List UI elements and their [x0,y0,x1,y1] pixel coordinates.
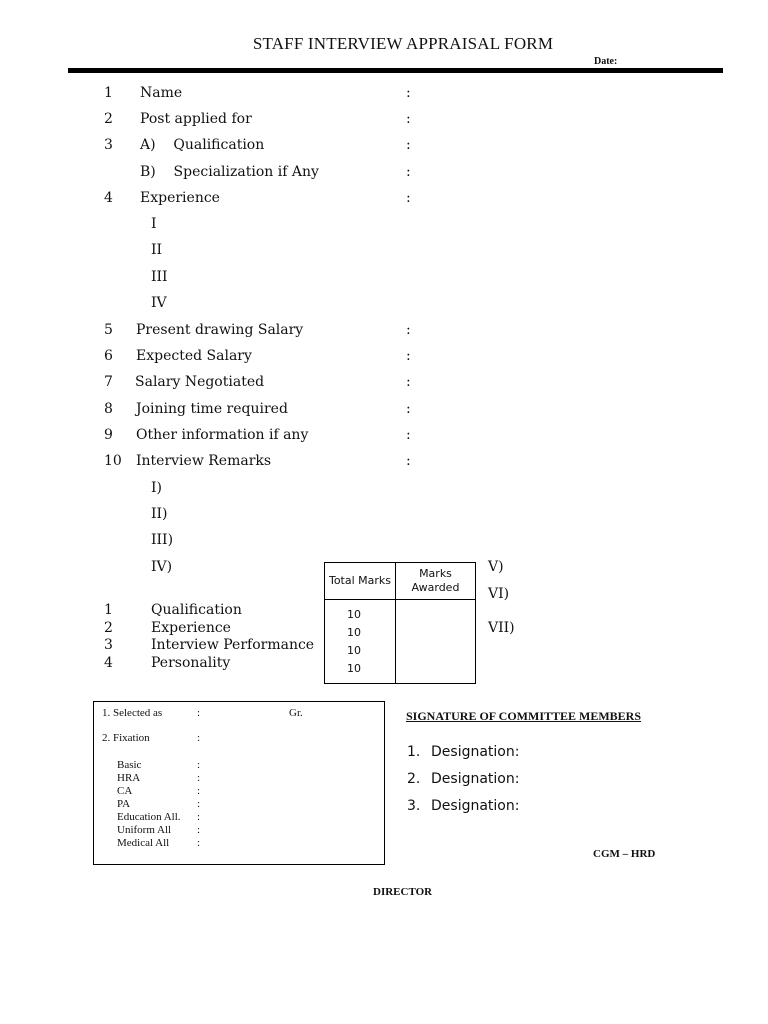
remarks-item: VII) [488,620,515,636]
cgm-hrd-label: CGM – HRD [593,848,656,860]
field-num: 7 [104,374,113,390]
criteria-num: 4 [104,655,113,671]
component-education: Education All. [117,811,181,823]
field-num: 9 [104,427,113,443]
designation-num: 1. [407,744,421,760]
marks-awarded-cell[interactable] [396,600,476,684]
field-num: 3 [104,137,113,153]
field-num: 1 [104,85,113,101]
component-colon: : [197,798,201,810]
field-label-other-info: Other information if any [136,427,309,443]
field-colon: : [406,453,411,469]
field-colon: : [406,374,411,390]
field-label-specialization: B) Specialization if Any [140,164,319,180]
field-colon: : [406,137,411,153]
fixation-label: 2. Fixation [102,732,150,744]
field-colon: : [406,190,411,206]
total-mark: 10 [347,644,361,657]
component-medical: Medical All [117,837,170,849]
remarks-item: I) [151,480,162,496]
component-basic: Basic [117,759,142,771]
field-colon: : [406,427,411,443]
field-label-salary-negotiated: Salary Negotiated [135,374,265,390]
criteria-num: 3 [104,637,113,653]
experience-item: III [151,269,168,285]
remarks-item: III) [151,532,174,548]
fixation-colon: : [197,732,201,744]
field-colon: : [406,348,411,364]
field-num: 4 [104,190,113,206]
field-colon: : [406,85,411,101]
component-colon: : [197,811,201,823]
grade-label: Gr. [289,707,303,719]
total-mark: 10 [347,662,361,675]
experience-item: IV [151,295,167,311]
criteria-num: 2 [104,620,113,636]
total-mark: 10 [347,626,361,639]
field-label-joining-time: Joining time required [136,401,288,417]
component-colon: : [197,824,201,836]
remarks-item: II) [151,506,168,522]
total-mark: 10 [347,608,361,621]
field-num: 8 [104,401,113,417]
field-colon: : [406,164,411,180]
selected-as-label: 1. Selected as [102,707,163,719]
designation-label: Designation: [431,771,520,787]
designation-label: Designation: [431,744,520,760]
remarks-item: IV) [151,559,173,575]
component-colon: : [197,837,201,849]
field-colon: : [406,111,411,127]
designation-num: 3. [407,798,421,814]
component-ca: CA [117,785,133,797]
marks-header-awarded: Marks Awarded [396,563,476,600]
component-colon: : [197,772,201,784]
criteria-label: Personality [151,655,231,671]
remarks-item: VI) [488,586,510,602]
criteria-label: Experience [151,620,231,636]
date-label: Date: [594,56,618,67]
director-label: DIRECTOR [373,886,433,898]
designation-num: 2. [407,771,421,787]
total-marks-cell [325,600,396,684]
field-num: 6 [104,348,113,364]
criteria-label: Interview Performance [151,637,315,653]
field-label-interview-remarks: Interview Remarks [136,453,272,469]
field-num: 2 [104,111,113,127]
header-rule [68,68,723,73]
field-colon: : [406,401,411,417]
field-label-experience: Experience [140,190,220,206]
field-label-name: Name [140,85,183,101]
component-colon: : [197,785,201,797]
criteria-num: 1 [104,602,113,618]
component-uniform: Uniform All [117,824,172,836]
experience-item: I [151,216,157,232]
component-hra: HRA [117,772,141,784]
field-num: 5 [104,322,113,338]
experience-item: II [151,242,163,258]
field-label-expected-salary: Expected Salary [136,348,252,364]
field-num: 10 [104,453,122,469]
signature-heading: SIGNATURE OF COMMITTEE MEMBERS [406,709,642,723]
selected-as-colon: : [197,707,201,719]
designation-label: Designation: [431,798,520,814]
field-label-post: Post applied for [140,111,252,127]
field-label-present-salary: Present drawing Salary [136,322,304,338]
marks-table [324,562,476,684]
marks-header-total: Total Marks [325,563,396,600]
component-pa: PA [117,798,131,810]
criteria-label: Qualification [151,602,242,618]
field-colon: : [406,322,411,338]
remarks-item: V) [488,559,504,575]
field-label-qualification: A) Qualification [140,137,265,153]
component-colon: : [197,759,201,771]
form-title: STAFF INTERVIEW APPRAISAL FORM [252,34,554,53]
